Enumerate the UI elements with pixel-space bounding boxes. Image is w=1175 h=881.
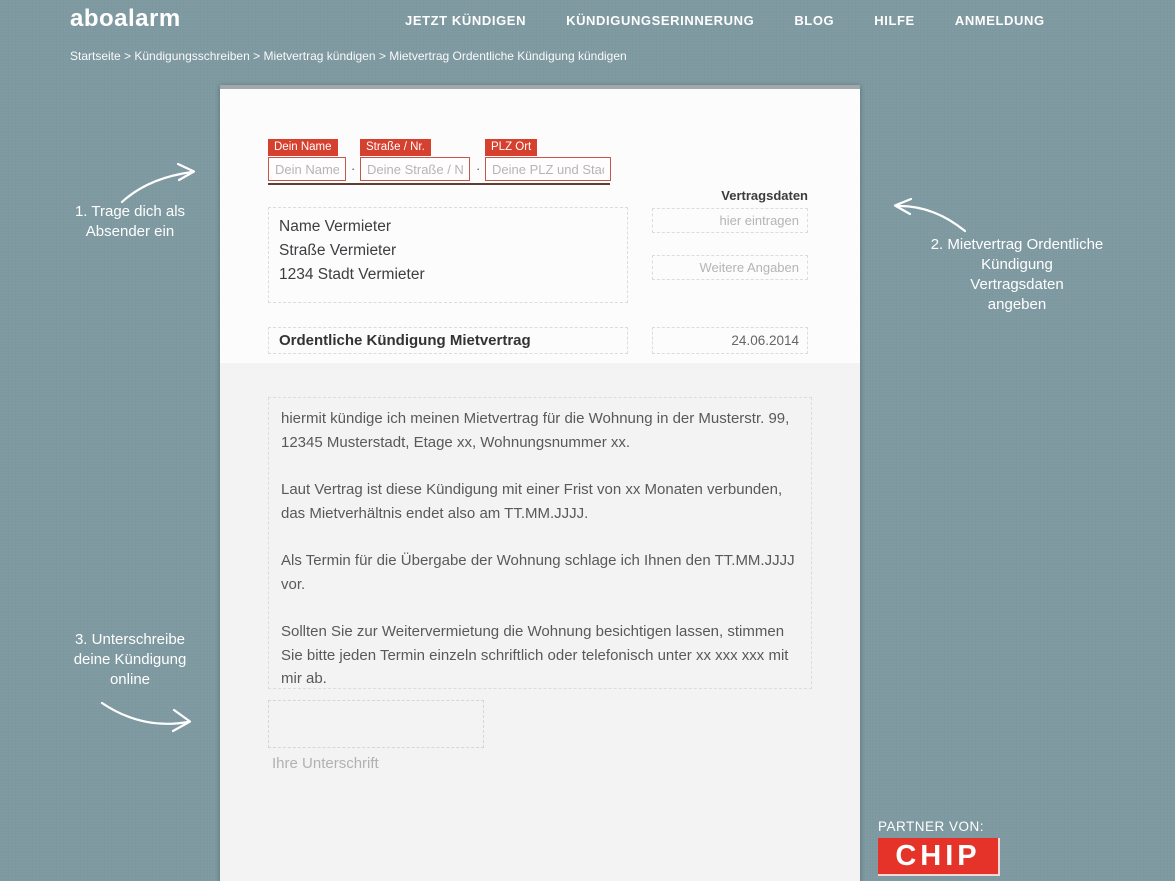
- letter-panel: [220, 85, 860, 881]
- letter-paragraph: Sollten Sie zur Weitervermietung die Wohnung besichtigen lassen, stimmen Sie bitte jeden Termin einzeln schriftlich oder telefonisch unter xx xxx xxx mit mir ab.: [281, 623, 789, 687]
- step2-arrow-icon: [891, 197, 969, 235]
- step1-annotation: 1. Trage dich als Absender ein: [74, 203, 186, 240]
- recipient-line: 1234 Stadt Vermieter: [279, 266, 425, 283]
- sender-separator: ·: [351, 161, 356, 176]
- nav-kuendigungserinnerung[interactable]: KÜNDIGUNGSERINNERUNG: [566, 13, 755, 28]
- recipient-address-field[interactable]: [268, 207, 628, 303]
- additional-info-input[interactable]: Weitere Angaben: [652, 255, 808, 280]
- sender-street-input[interactable]: [360, 157, 470, 181]
- subject-field[interactable]: Ordentliche Kündigung Mietvertrag: [268, 327, 628, 354]
- letter-paragraph: Als Termin für die Übergabe der Wohnung schlage ich Ihnen den TT.MM.JJJJ vor.: [281, 552, 795, 593]
- sender-city-input[interactable]: [485, 157, 611, 181]
- sender-name-badge: Dein Name: [268, 139, 338, 156]
- recipient-line: Straße Vermieter: [279, 242, 397, 259]
- contract-data-heading: Vertragsdaten: [721, 188, 808, 203]
- signature-placeholder-label: Ihre Unterschrift: [272, 755, 379, 772]
- signature-pad[interactable]: [268, 700, 484, 748]
- step2-annotation: 2. Mietvertrag Ordentliche Kündigung Vertragsdaten angeben: [930, 236, 1104, 313]
- recipient-line: Name Vermieter: [279, 218, 391, 235]
- nav-anmeldung[interactable]: ANMELDUNG: [954, 13, 1045, 28]
- sender-underline: [268, 183, 610, 185]
- letter-paragraph: Laut Vertrag ist diese Kündigung mit einer Frist von xx Monaten verbunden, das Mietverhältnis endet also am TT.MM.JJJJ.: [281, 481, 783, 522]
- nav-blog[interactable]: BLOG: [794, 13, 835, 28]
- main-nav: [405, 13, 1045, 28]
- sender-street-badge: Straße / Nr.: [360, 139, 431, 156]
- step3-arrow-icon: [98, 698, 198, 736]
- step3-annotation: 3. Unterschreibe deine Kündigung online: [73, 631, 187, 688]
- nav-jetzt-kuendigen[interactable]: JETZT KÜNDIGEN: [405, 13, 527, 28]
- partner-von-label: PARTNER VON:: [878, 819, 985, 834]
- contract-data-input[interactable]: hier eintragen: [652, 208, 808, 233]
- sender-separator: ·: [476, 161, 481, 176]
- aboalarm-logo[interactable]: aboalarm: [70, 5, 181, 32]
- letter-paragraph: hiermit kündige ich meinen Mietvertrag für die Wohnung in der Musterstr. 99, 12345 Musterstadt, Etage xx, Wohnungsnummer xx.: [281, 410, 790, 451]
- sender-name-input[interactable]: [268, 157, 346, 181]
- breadcrumb[interactable]: Startseite > Kündigungsschreiben > Mietvertrag kündigen > Mietvertrag Ordentliche Kündigung kündigen: [70, 49, 627, 63]
- step1-arrow-icon: [118, 162, 200, 206]
- chip-logo[interactable]: CHIP: [878, 838, 1000, 876]
- date-field[interactable]: 24.06.2014: [652, 327, 808, 354]
- sender-city-badge: PLZ Ort: [485, 139, 537, 156]
- letter-body-field[interactable]: [268, 397, 812, 689]
- nav-hilfe[interactable]: HILFE: [874, 13, 915, 28]
